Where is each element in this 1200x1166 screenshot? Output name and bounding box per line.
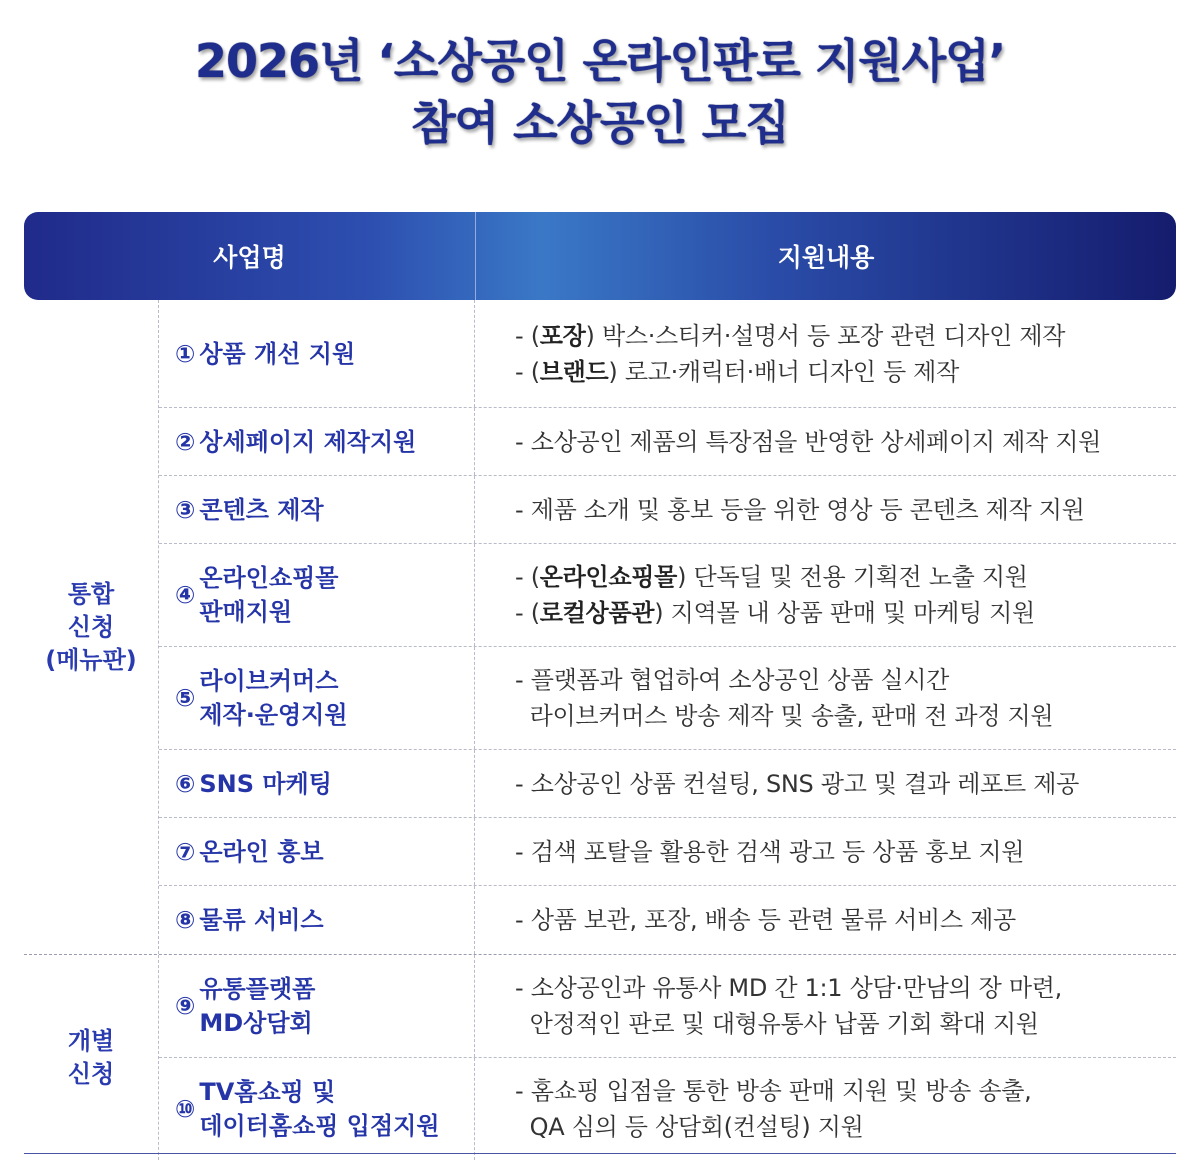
- program-name-text: 온라인쇼핑몰 판매지원: [199, 564, 339, 626]
- program-name-text: 유통플랫폼 MD상담회: [199, 975, 316, 1037]
- program-name: [159, 1058, 475, 1160]
- program-name-text: 상품 개선 지원: [199, 339, 356, 368]
- support-content: [475, 300, 1176, 407]
- program-name-text: 콘텐츠 제작: [199, 495, 324, 524]
- program-name-text: SNS 마케팅: [199, 769, 332, 798]
- program-number: ⑥: [175, 769, 196, 798]
- program-name: [159, 886, 475, 954]
- program-name: [159, 647, 475, 749]
- group-label: 개별 신청: [67, 1026, 115, 1088]
- table-row: [159, 647, 1176, 750]
- program-number: ①: [175, 339, 196, 368]
- program-number: ⑨: [175, 992, 196, 1020]
- page-title: [0, 30, 1200, 154]
- header-support-content: 지원내용: [777, 243, 875, 272]
- group-individual: [24, 954, 1176, 1160]
- support-category: 로컬상품관: [539, 599, 655, 627]
- program-table: [24, 300, 1176, 1160]
- support-content-line: 안정적인 판로 및 대형유통사 납품 기회 확대 지원: [515, 1010, 1039, 1038]
- support-content-line: - 검색 포탈을 활용한 검색 광고 등 상품 홍보 지원: [515, 837, 1025, 866]
- support-content-line: - 플랫폼과 협업하여 소상공인 상품 실시간: [515, 666, 950, 694]
- support-content: [475, 544, 1176, 646]
- support-content: [475, 750, 1176, 817]
- support-content: [475, 955, 1176, 1057]
- program-name: [159, 750, 475, 817]
- table-row: [159, 408, 1176, 476]
- table-row: [159, 300, 1176, 408]
- support-category: 브랜드: [539, 357, 609, 386]
- program-name-text: 물류 서비스: [199, 906, 324, 934]
- support-content-line: QA 심의 등 상담회(컨설팅) 지원: [515, 1113, 864, 1141]
- group-rows: [158, 955, 1176, 1160]
- table-row: [159, 476, 1176, 544]
- support-content: [475, 1058, 1176, 1160]
- support-content-line: - 소상공인 상품 컨설팅, SNS 광고 및 결과 레포트 제공: [515, 769, 1079, 798]
- program-name: [159, 818, 475, 885]
- title-line-2: 참여 소상공인 모집: [411, 96, 789, 150]
- table-row: [159, 544, 1176, 647]
- header-program-name: 사업명: [24, 212, 476, 300]
- program-name-text: TV홈쇼핑 및 데이터홈쇼핑 입점지원: [199, 1078, 440, 1140]
- support-content: [475, 647, 1176, 749]
- support-content-line: - (포장) 박스·스티커·설명서 등 포장 관련 디자인 제작: [515, 321, 1066, 350]
- program-number: ④: [175, 581, 196, 609]
- program-number: ⑧: [175, 906, 196, 934]
- program-name: [159, 476, 475, 543]
- table-row: [159, 818, 1176, 886]
- support-content: [475, 408, 1176, 475]
- program-number: ⑤: [175, 684, 196, 712]
- title-line-1: 2026년 ‘소상공인 온라인판로 지원사업’: [194, 34, 1006, 88]
- support-content: [475, 476, 1176, 543]
- program-name-text: 온라인 홍보: [199, 837, 324, 866]
- table-header: [24, 212, 1176, 300]
- support-category: 포장: [539, 321, 586, 350]
- program-name: [159, 408, 475, 475]
- program-number: ⑩: [175, 1095, 196, 1123]
- table-row: [159, 955, 1176, 1058]
- support-content-line: - 홈쇼핑 입점을 통한 방송 판매 지원 및 방송 송출,: [515, 1077, 1032, 1105]
- support-content: [475, 818, 1176, 885]
- program-number: ②: [175, 427, 196, 456]
- program-name-text: 라이브커머스 제작·운영지원: [199, 667, 348, 729]
- support-content-line: - 제품 소개 및 홍보 등을 위한 영상 등 콘텐츠 제작 지원: [515, 495, 1085, 524]
- program-number: ③: [175, 495, 196, 524]
- table-row: [159, 750, 1176, 818]
- support-content: [475, 886, 1176, 954]
- support-content-line: - (온라인쇼핑몰) 단독딜 및 전용 기획전 노출 지원: [515, 563, 1028, 591]
- support-content-line: - (브랜드) 로고·캐릭터·배너 디자인 등 제작: [515, 357, 959, 386]
- program-name: [159, 955, 475, 1057]
- group-rows: [158, 300, 1176, 954]
- program-name: [159, 544, 475, 646]
- table-row: [159, 1058, 1176, 1160]
- support-content-line: 라이브커머스 방송 제작 및 송출, 판매 전 과정 지원: [515, 702, 1054, 730]
- program-name: [159, 300, 475, 407]
- support-content-line: - 소상공인 제품의 특장점을 반영한 상세페이지 제작 지원: [515, 427, 1101, 456]
- group-label: 통합 신청 (메뉴판): [45, 579, 137, 674]
- table-bottom-border: [24, 1153, 1176, 1154]
- support-content-line: - 소상공인과 유통사 MD 간 1:1 상담·만남의 장 마련,: [515, 974, 1062, 1002]
- program-number: ⑦: [175, 837, 196, 866]
- support-content-line: - 상품 보관, 포장, 배송 등 관련 물류 서비스 제공: [515, 906, 1016, 934]
- group-integrated: [24, 300, 1176, 954]
- table-row: [159, 886, 1176, 954]
- support-content-line: - (로컬상품관) 지역몰 내 상품 판매 및 마케팅 지원: [515, 599, 1035, 627]
- program-name-text: 상세페이지 제작지원: [199, 427, 417, 456]
- support-category: 온라인쇼핑몰: [539, 563, 678, 591]
